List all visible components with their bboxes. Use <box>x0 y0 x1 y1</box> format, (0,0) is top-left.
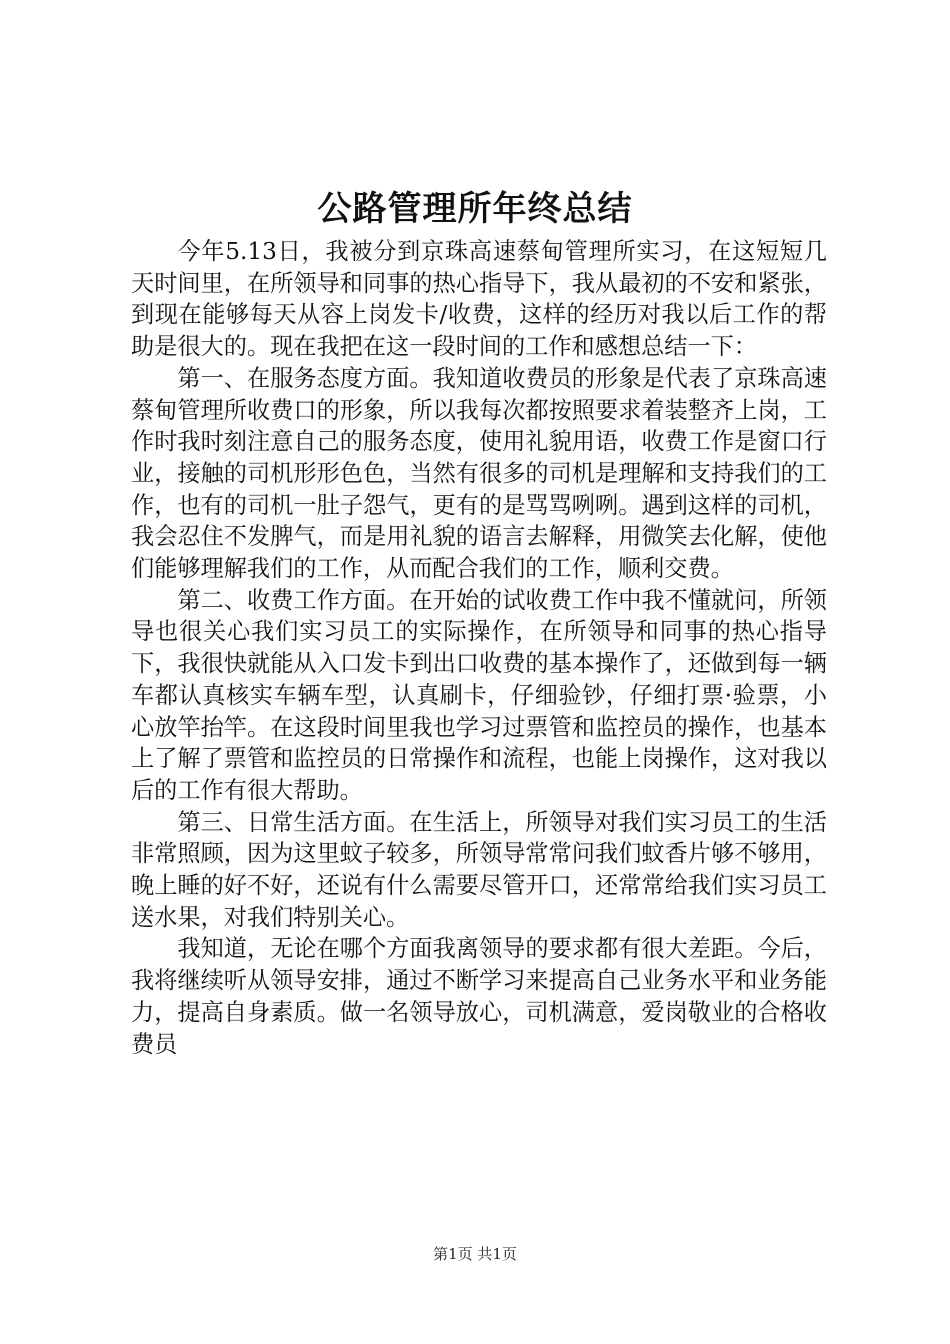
paragraph-intro: 今年5.13日，我被分到京珠高速蔡甸管理所实习，在这短短几天时间里，在所领导和同事的热心指导下，我从最初的不安和紧张，到现在能够每天从容上岗发卡/收费，这样的经历对我以后工作的帮助是很大的。现在我把在这一段时间的工作和感想总结一下： <box>131 238 827 361</box>
document-title: 公路管理所年终总结 <box>317 189 633 229</box>
document-body <box>131 236 827 1060</box>
page-number-footer: 第1页 共1页 <box>433 1245 517 1263</box>
paragraph-conclusion: 我知道，无论在哪个方面我离领导的要求都有很大差距。今后，我将继续听从领导安排，通过不断学习来提高自己业务水平和业务能力，提高自身素质。做一名领导放心，司机满意，爱岗敬业的合格收费员 <box>131 935 827 1058</box>
paragraph-daily-life: 第三、日常生活方面。在生活上，所领导对我们实习员工的生活非常照顾，因为这里蚊子较多，所领导常常问我们蚊香片够不够用，晚上睡的好不好，还说有什么需要尽管开口，还常常给我们实习员工送水果，对我们特别关心。 <box>131 808 827 931</box>
paragraph-service-attitude: 第一、在服务态度方面。我知道收费员的形象是代表了京珠高速蔡甸管理所收费口的形象，所以我每次都按照要求着装整齐上岗，工作时我时刻注意自己的服务态度，使用礼貌用语，收费工作是窗口行业，接触的司机形形色色，当然有很多的司机是理解和支持我们的工作，也有的司机一肚子怨气，更有的是骂骂咧咧。遇到这样的司机，我会忍住不发脾气，而是用礼貌的语言去解释，用微笑去化解，使他们能够理解我们的工作，从而配合我们的工作，顺利交费。 <box>131 364 827 583</box>
paragraph-toll-work: 第二、收费工作方面。在开始的试收费工作中我不懂就问，所领导也很关心我们实习员工的实际操作，在所领导和同事的热心指导下，我很快就能从入口发卡到出口收费的基本操作了，还做到每一辆车都认真核实车辆车型，认真刷卡，仔细验钞，仔细打票·验票，小心放竿抬竿。在这段时间里我也学习过票管和监控员的操作，也基本上了解了票管和监控员的日常操作和流程，也能上岗操作，这对我以后的工作有很大帮助。 <box>131 586 827 804</box>
